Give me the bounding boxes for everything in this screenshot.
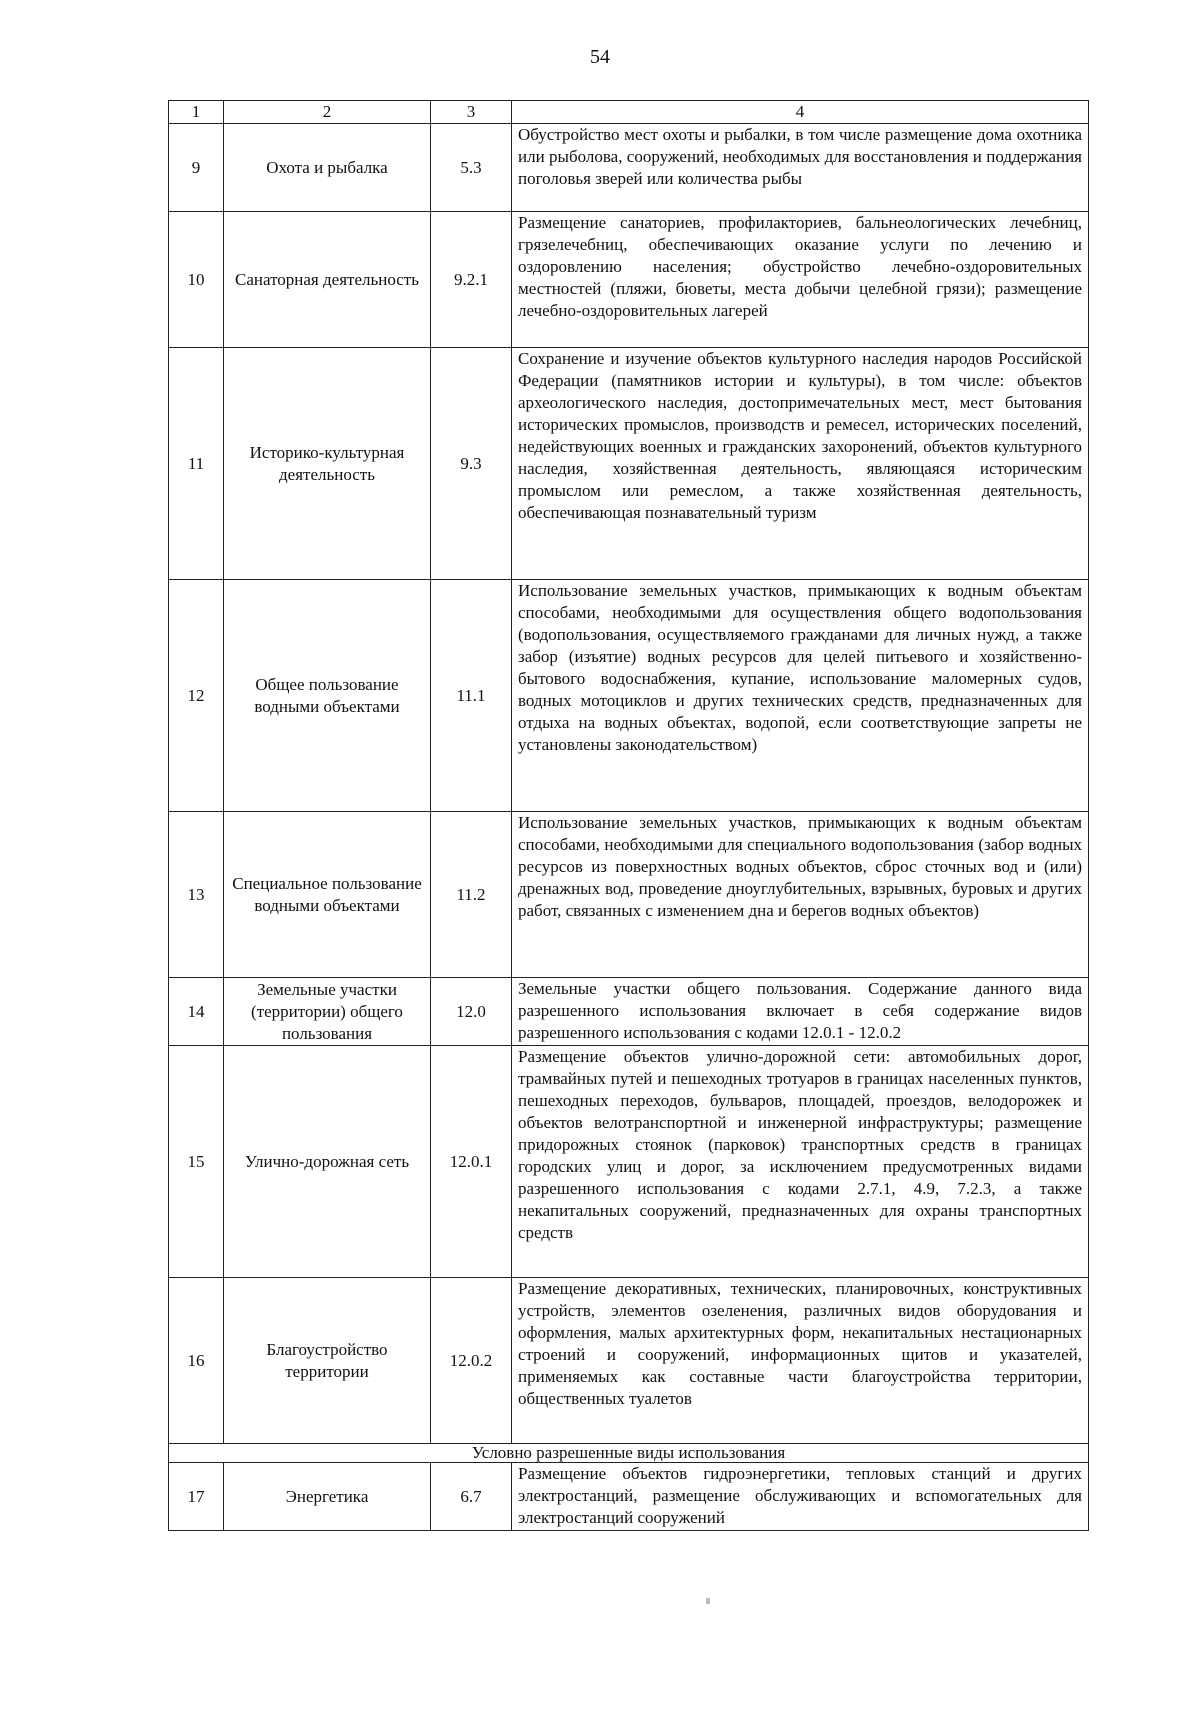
- row-code: 12.0.1: [431, 1046, 512, 1278]
- row-name: Охота и рыбалка: [224, 124, 431, 212]
- row-number: 16: [169, 1278, 224, 1444]
- row-description: Размещение декоративных, технических, планировочных, конструктивных устройств, элементов озеленения, различных видов оборудования и оформления, малых архитектурных форм, некапитальных нестационарных строений и сооружений, информационных щитов и указателей, применяемых как составные части благоустройства территории, общественных туалетов: [512, 1278, 1089, 1444]
- section-row: [169, 1444, 1089, 1463]
- header-cell-code: 3: [431, 101, 512, 124]
- table-row: [169, 812, 1089, 978]
- row-code: 9.2.1: [431, 212, 512, 348]
- page-number: 54: [590, 46, 610, 68]
- header-cell-number: 1: [169, 101, 224, 124]
- row-name: Земельные участки (территории) общего пользования: [224, 978, 431, 1046]
- row-description: Использование земельных участков, примыкающих к водным объектам способами, необходимыми для специального водопользования (забор водных ресурсов из поверхностных водных объектов, сброс сточных вод и (или) дренажных вод, проведение дноуглубительных, взрывных, буровых и других работ, связанных с изменением дна и берегов водных объектов): [512, 812, 1089, 978]
- table-row: [169, 1463, 1089, 1531]
- row-description: Использование земельных участков, примыкающих к водным объектам способами, необходимыми для осуществления общего водопользования (водопользования, осуществляемого гражданами для личных нужд, а также забор (изъятие) водных ресурсов для целей питьевого и хозяйственно-бытового водоснабжения, купание, использование маломерных судов, водных мотоциклов и других технических средств, предназначенных для отдыха на водных объектах, водопой, если соответствующие запреты не установлены законодательством): [512, 580, 1089, 812]
- row-code: 12.0: [431, 978, 512, 1046]
- land-use-table: [168, 100, 1089, 1531]
- row-description: Размещение санаториев, профилакториев, бальнеологических лечебниц, грязелечебниц, обеспечивающих оказание услуги по лечению и оздоровлению населения; обустройство лечебно-оздоровительных местностей (пляжи, бюветы, места добычи целебной грязи); размещение лечебно-оздоровительных лагерей: [512, 212, 1089, 348]
- table-row: [169, 124, 1089, 212]
- row-code: 11.2: [431, 812, 512, 978]
- row-code: 5.3: [431, 124, 512, 212]
- row-name: Специальное пользование водными объектами: [224, 812, 431, 978]
- table-row: [169, 212, 1089, 348]
- row-number: 10: [169, 212, 224, 348]
- row-number: 14: [169, 978, 224, 1046]
- section-title: Условно разрешенные виды использования: [169, 1444, 1089, 1463]
- row-code: 12.0.2: [431, 1278, 512, 1444]
- row-name: Общее пользование водными объектами: [224, 580, 431, 812]
- row-description: Обустройство мест охоты и рыбалки, в том числе размещение дома охотника или рыболова, сооружений, необходимых для восстановления и поддержания поголовья зверей или количества рыбы: [512, 124, 1089, 212]
- row-number: 15: [169, 1046, 224, 1278]
- row-code: 11.1: [431, 580, 512, 812]
- header-cell-name: 2: [224, 101, 431, 124]
- row-code: 9.3: [431, 348, 512, 580]
- table-row: [169, 1278, 1089, 1444]
- header-cell-description: 4: [512, 101, 1089, 124]
- row-name: Санаторная деятельность: [224, 212, 431, 348]
- scan-speck: [706, 1598, 710, 1604]
- row-number: 12: [169, 580, 224, 812]
- row-description: Земельные участки общего пользования. Содержание данного вида разрешенного использования включает в себя содержание видов разрешенного использования с кодами 12.0.1 - 12.0.2: [512, 978, 1089, 1046]
- row-description: Размещение объектов улично-дорожной сети: автомобильных дорог, трамвайных путей и пешеходных тротуаров в границах населенных пунктов, пешеходных переходов, бульваров, площадей, проездов, велодорожек и объектов велотранспортной и инженерной инфраструктуры; размещение придорожных стоянок (парковок) транспортных средств в границах городских улиц и дорог, за исключением предусмотренных видами разрешенного использования с кодами 2.7.1, 4.9, 7.2.3, а также некапитальных сооружений, предназначенных для охраны транспортных средств: [512, 1046, 1089, 1278]
- row-code: 6.7: [431, 1463, 512, 1531]
- row-name: Энергетика: [224, 1463, 431, 1531]
- header-row: [169, 101, 1089, 124]
- row-number: 9: [169, 124, 224, 212]
- table-row: [169, 978, 1089, 1046]
- row-name: Благоустройство территории: [224, 1278, 431, 1444]
- row-number: 13: [169, 812, 224, 978]
- table-row: [169, 580, 1089, 812]
- row-name: Улично-дорожная сеть: [224, 1046, 431, 1278]
- row-description: Размещение объектов гидроэнергетики, тепловых станций и других электростанций, размещение обслуживающих и вспомогательных для электростанций сооружений: [512, 1463, 1089, 1531]
- row-number: 17: [169, 1463, 224, 1531]
- row-description: Сохранение и изучение объектов культурного наследия народов Российской Федерации (памятников истории и культуры), в том числе: объектов археологического наследия, достопримечательных мест, мест бытования исторических промыслов, производств и ремесел, исторических поселений, недействующих военных и гражданских захоронений, объектов культурного наследия, хозяйственная деятельность, являющаяся историческим промыслом или ремеслом, а также хозяйственная деятельность, обеспечивающая познавательный туризм: [512, 348, 1089, 580]
- row-name: Историко-культурная деятельность: [224, 348, 431, 580]
- table-row: [169, 1046, 1089, 1278]
- row-number: 11: [169, 348, 224, 580]
- table-row: [169, 348, 1089, 580]
